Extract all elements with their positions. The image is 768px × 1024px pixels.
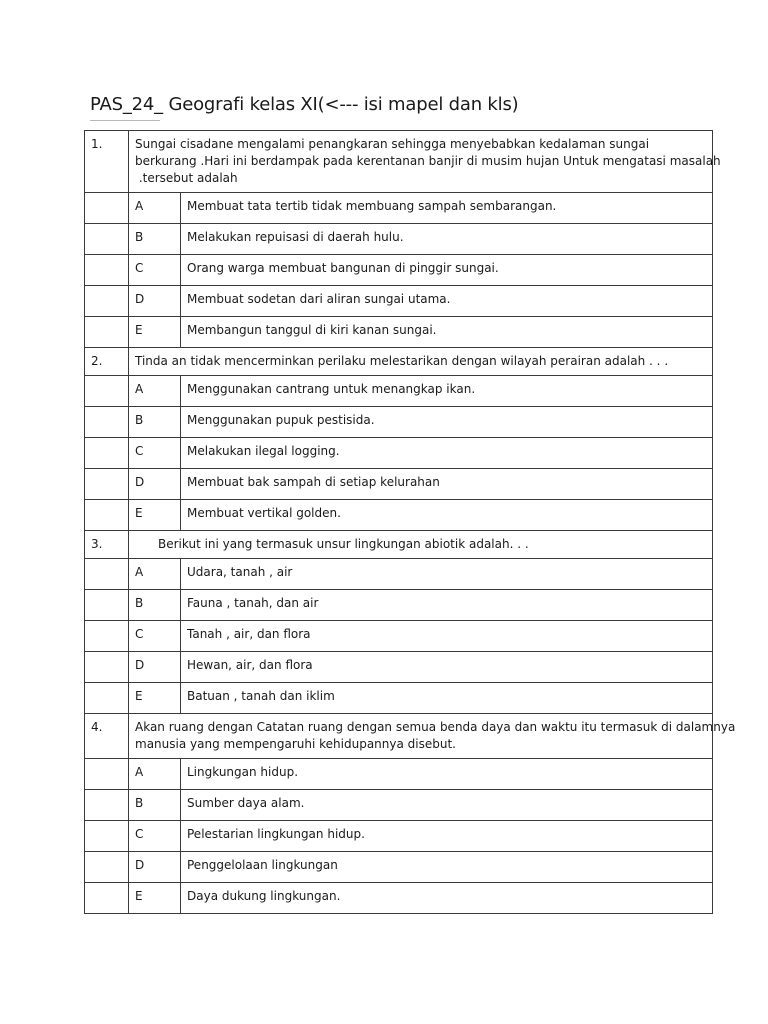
option-spacer-cell xyxy=(85,224,129,255)
option-letter: C xyxy=(129,821,181,852)
option-spacer-cell xyxy=(85,317,129,348)
option-letter: D xyxy=(129,652,181,683)
option-spacer-cell xyxy=(85,790,129,821)
option-spacer-cell xyxy=(85,852,129,883)
option-row xyxy=(85,852,713,883)
option-letter: D xyxy=(129,852,181,883)
option-row xyxy=(85,224,713,255)
question-text-line: .tersebut adalah xyxy=(135,171,238,185)
option-letter: A xyxy=(129,193,181,224)
option-spacer-cell xyxy=(85,193,129,224)
option-text: Melakukan repuisasi di daerah hulu. xyxy=(181,224,713,255)
title-underline xyxy=(90,120,160,121)
option-text: Orang warga membuat bangunan di pinggir sungai. xyxy=(181,255,713,286)
option-row xyxy=(85,469,713,500)
question-row xyxy=(85,714,713,759)
option-spacer-cell xyxy=(85,469,129,500)
option-letter: A xyxy=(129,559,181,590)
option-text: Melakukan ilegal logging. xyxy=(181,438,713,469)
option-text: Fauna , tanah, dan air xyxy=(181,590,713,621)
option-letter: B xyxy=(129,407,181,438)
option-row xyxy=(85,683,713,714)
question-number: 1. xyxy=(85,131,129,193)
question-text xyxy=(129,348,713,376)
option-text: Daya dukung lingkungan. xyxy=(181,883,713,914)
option-row xyxy=(85,193,713,224)
option-text: Hewan, air, dan flora xyxy=(181,652,713,683)
option-text: Membuat vertikal golden. xyxy=(181,500,713,531)
option-row xyxy=(85,621,713,652)
question-row xyxy=(85,348,713,376)
option-letter: B xyxy=(129,590,181,621)
option-spacer-cell xyxy=(85,683,129,714)
option-row xyxy=(85,790,713,821)
option-text: Batuan , tanah dan iklim xyxy=(181,683,713,714)
option-spacer-cell xyxy=(85,652,129,683)
option-letter: A xyxy=(129,376,181,407)
question-text xyxy=(129,131,721,193)
option-text: Sumber daya alam. xyxy=(181,790,713,821)
option-text: Membuat sodetan dari aliran sungai utama. xyxy=(181,286,713,317)
question-text-line: Akan ruang dengan Catatan ruang dengan semua benda daya dan waktu itu termasuk di dalamnya xyxy=(135,720,736,734)
question-number: 2. xyxy=(85,348,129,376)
option-spacer-cell xyxy=(85,407,129,438)
option-spacer-cell xyxy=(85,883,129,914)
option-row xyxy=(85,652,713,683)
question-text-line: berkurang .Hari ini berdampak pada kerentanan banjir di musim hujan Untuk mengatasi masalah xyxy=(135,154,721,168)
option-row xyxy=(85,590,713,621)
option-text: Tanah , air, dan flora xyxy=(181,621,713,652)
option-row xyxy=(85,376,713,407)
option-text: Pelestarian lingkungan hidup. xyxy=(181,821,713,852)
option-spacer-cell xyxy=(85,559,129,590)
question-row xyxy=(85,531,713,559)
option-text: Membuat tata tertib tidak membuang sampah sembarangan. xyxy=(181,193,713,224)
option-letter: E xyxy=(129,500,181,531)
option-text: Menggunakan pupuk pestisida. xyxy=(181,407,713,438)
option-text: Penggelolaan lingkungan xyxy=(181,852,713,883)
option-spacer-cell xyxy=(85,255,129,286)
option-row xyxy=(85,821,713,852)
option-spacer-cell xyxy=(85,500,129,531)
option-letter: C xyxy=(129,438,181,469)
option-spacer-cell xyxy=(85,438,129,469)
option-spacer-cell xyxy=(85,590,129,621)
option-spacer-cell xyxy=(85,821,129,852)
option-spacer-cell xyxy=(85,376,129,407)
option-letter: C xyxy=(129,621,181,652)
option-spacer-cell xyxy=(85,759,129,790)
option-letter: B xyxy=(129,790,181,821)
question-row xyxy=(85,131,713,193)
option-letter: D xyxy=(129,469,181,500)
question-text-line: manusia yang mempengaruhi kehidupannya disebut. xyxy=(135,737,456,751)
option-letter: D xyxy=(129,286,181,317)
option-row xyxy=(85,883,713,914)
question-table xyxy=(84,130,736,914)
option-row xyxy=(85,559,713,590)
question-table-body xyxy=(85,131,736,914)
option-text: Menggunakan cantrang untuk menangkap ikan. xyxy=(181,376,713,407)
option-row xyxy=(85,317,713,348)
question-number: 3. xyxy=(85,531,129,559)
option-row xyxy=(85,759,713,790)
option-row xyxy=(85,286,713,317)
question-number: 4. xyxy=(85,714,129,759)
option-spacer-cell xyxy=(85,286,129,317)
page-title: PAS_24_ Geografi kelas XI(<--- isi mapel dan kls) xyxy=(90,94,519,115)
option-row xyxy=(85,407,713,438)
option-letter: E xyxy=(129,683,181,714)
option-spacer-cell xyxy=(85,621,129,652)
option-letter: E xyxy=(129,317,181,348)
option-letter: B xyxy=(129,224,181,255)
option-letter: E xyxy=(129,883,181,914)
option-text: Udara, tanah , air xyxy=(181,559,713,590)
question-text xyxy=(129,531,713,559)
option-text: Membuat bak sampah di setiap kelurahan xyxy=(181,469,713,500)
option-row xyxy=(85,500,713,531)
question-text-line: Berikut ini yang termasuk unsur lingkungan abiotik adalah. . . xyxy=(158,537,529,551)
question-text-line: Tinda an tidak mencerminkan perilaku melestarikan dengan wilayah perairan adalah . . . xyxy=(135,354,669,368)
question-text-line: Sungai cisadane mengalami penangkaran sehingga menyebabkan kedalaman sungai xyxy=(135,137,650,151)
option-row xyxy=(85,438,713,469)
option-text: Membangun tanggul di kiri kanan sungai. xyxy=(181,317,713,348)
question-text xyxy=(129,714,736,759)
option-letter: A xyxy=(129,759,181,790)
option-row xyxy=(85,255,713,286)
option-letter: C xyxy=(129,255,181,286)
option-text: Lingkungan hidup. xyxy=(181,759,713,790)
